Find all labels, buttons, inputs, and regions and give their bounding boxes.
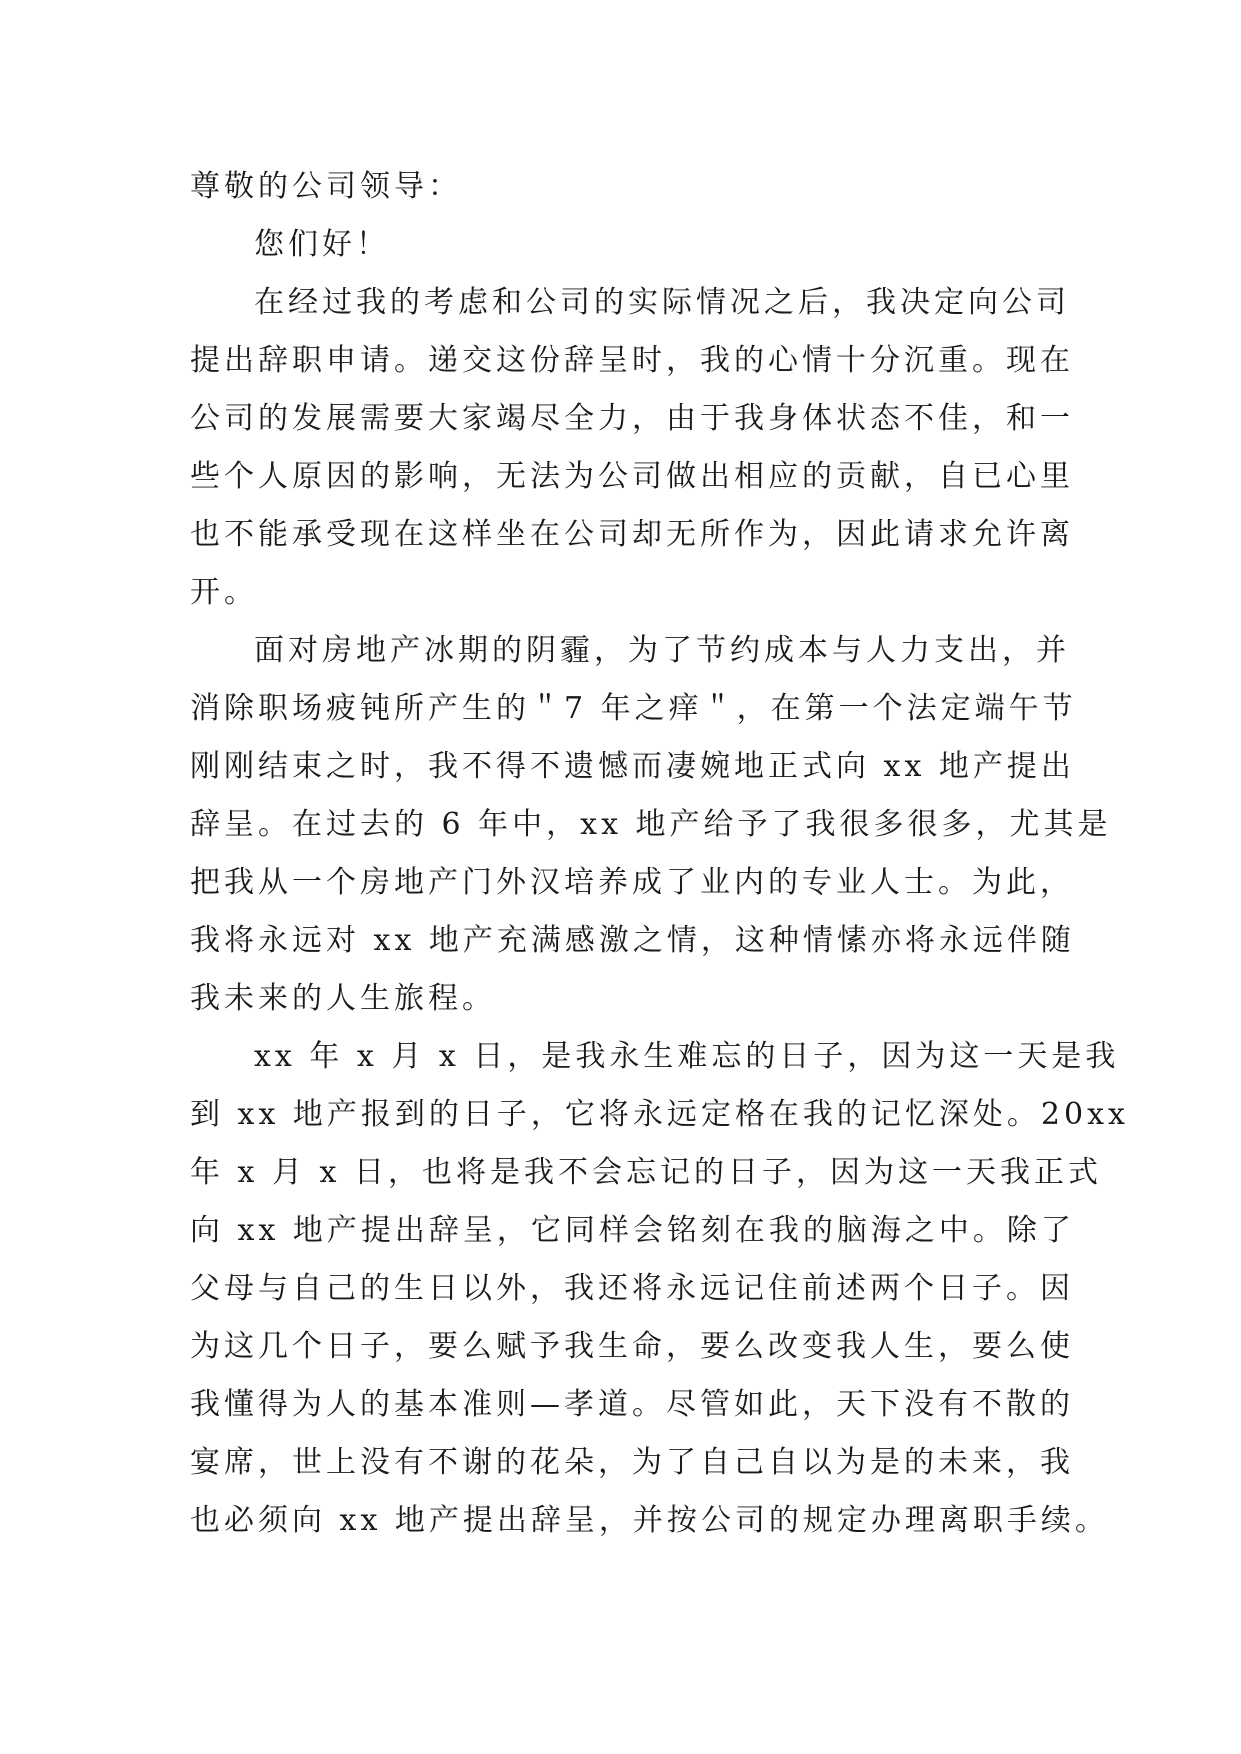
- paragraph-line: 刚刚结束之时，我不得不遗憾而凄婉地正式向 xx 地产提出: [190, 749, 1075, 784]
- paragraph-line: 我未来的人生旅程。: [190, 981, 496, 1016]
- paragraph-line: 公司的发展需要大家竭尽全力，由于我身体状态不佳，和一: [190, 401, 1074, 436]
- paragraph-1: [190, 274, 1074, 622]
- paragraph-2: [190, 622, 1112, 1028]
- letter-page: [190, 158, 1129, 1550]
- paragraph-line: 些个人原因的影响，无法为公司做出相应的贡献，自已心里: [190, 459, 1074, 494]
- paragraph-line: 把我从一个房地产门外汉培养成了业内的专业人士。为此，: [190, 865, 1074, 900]
- paragraph-line: 向 xx 地产提出辞呈，它同样会铭刻在我的脑海之中。除了: [190, 1213, 1075, 1248]
- paragraph-line: 提出辞职申请。递交这份辞呈时，我的心情十分沉重。现在: [190, 343, 1074, 378]
- paragraph-3: [190, 1028, 1129, 1550]
- paragraph-line: 面对房地产冰期的阴霾，为了节约成本与人力支出，并: [254, 633, 1070, 668]
- greeting: 您们好！: [254, 227, 390, 262]
- paragraph-line: 也必须向 xx 地产提出辞呈，并按公司的规定办理离职手续。: [190, 1503, 1109, 1538]
- paragraph-line: 到 xx 地产报到的日子，它将永远定格在我的记忆深处。20xx: [190, 1097, 1129, 1132]
- paragraph-line: 年 x 月 x 日，也将是我不会忘记的日子，因为这一天我正式: [190, 1155, 1102, 1190]
- paragraph-line: 为这几个日子，要么赋予我生命，要么改变我人生，要么使: [190, 1329, 1074, 1364]
- paragraph-line: 开。: [190, 575, 258, 610]
- paragraph-line: 父母与自己的生日以外，我还将永远记住前述两个日子。因: [190, 1271, 1074, 1306]
- paragraph-line: 我将永远对 xx 地产充满感激之情，这种情愫亦将永远伴随: [190, 923, 1075, 958]
- paragraph-line: 在经过我的考虑和公司的实际情况之后，我决定向公司: [254, 285, 1070, 320]
- paragraph-line: 也不能承受现在这样坐在公司却无所作为，因此请求允许离: [190, 517, 1074, 552]
- paragraph-line: 辞呈。在过去的 6 年中，xx 地产给予了我很多很多，尤其是: [190, 807, 1112, 842]
- salutation: 尊敬的公司领导：: [190, 169, 462, 204]
- paragraph-line: 消除职场疲钝所产生的＂7 年之痒＂，在第一个法定端午节: [190, 691, 1077, 726]
- paragraph-line: 我懂得为人的基本准则—孝道。尽管如此，天下没有不散的: [190, 1387, 1074, 1422]
- paragraph-line: xx 年 x 月 x 日，是我永生难忘的日子，因为这一天是我: [254, 1039, 1120, 1074]
- paragraph-line: 宴席，世上没有不谢的花朵，为了自己自以为是的未来，我: [190, 1445, 1074, 1480]
